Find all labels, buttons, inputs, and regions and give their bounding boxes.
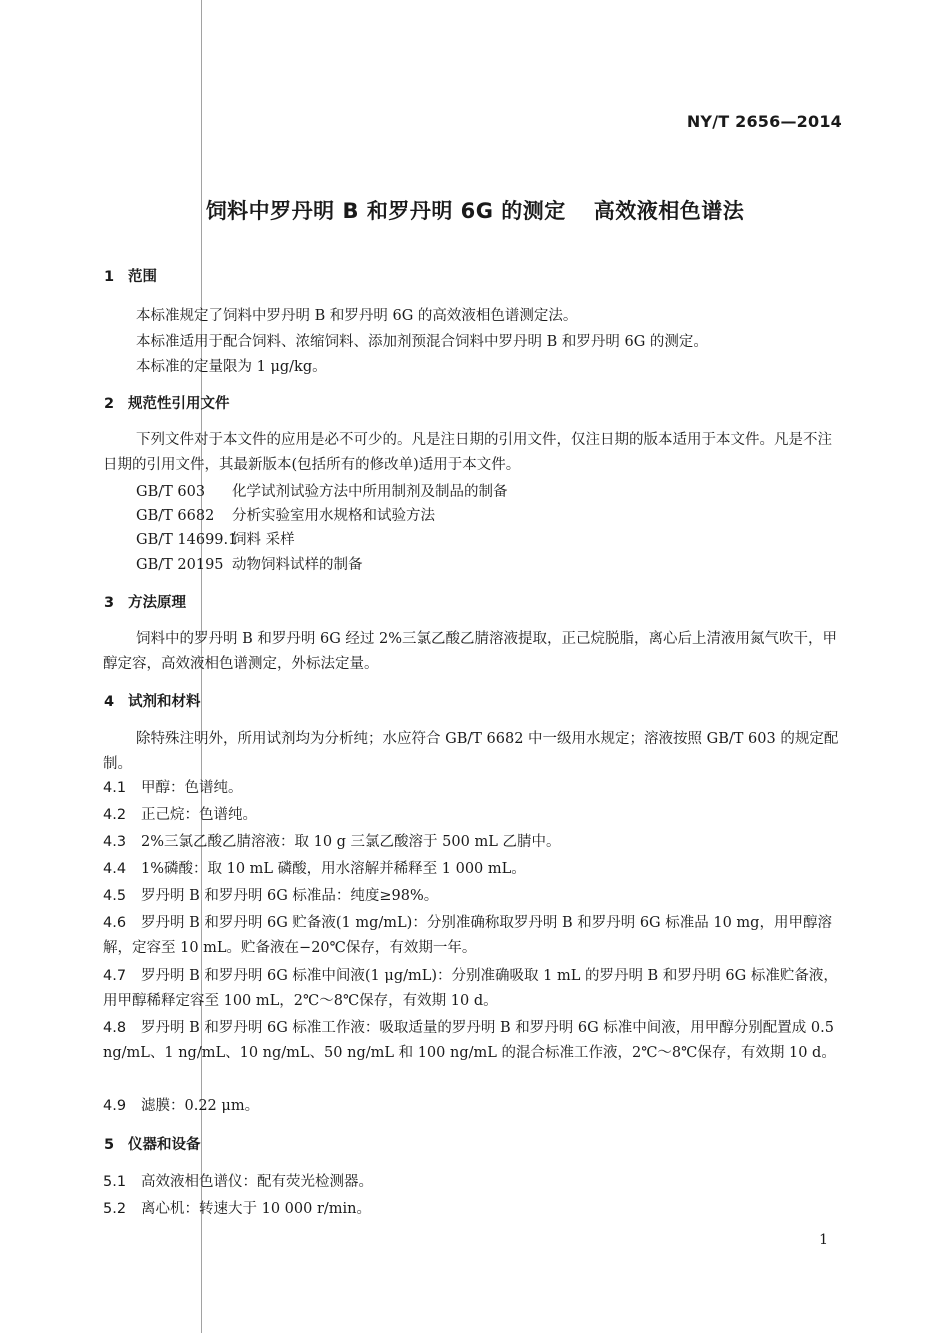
reagent-item [103,884,840,909]
reference-code: GB/T 6682 [136,508,215,524]
item-text: 1%磷酸：取 10 mL 磷酸，用水溶解并稀释至 1 000 mL。 [141,861,526,877]
document-title [0,195,950,225]
scope-para-1: 本标准规定了饲料中罗丹明 B 和罗丹明 6G 的高效液相色谱测定法。 [136,308,578,324]
reagent-item [103,964,840,1014]
reagent-item [103,911,840,961]
reference-item [136,480,508,501]
item-text: 罗丹明 B 和罗丹明 6G 标准工作液：吸取适量的罗丹明 B 和罗丹明 6G 标准中间液，用甲醇分别配置成 0.5 ng/mL、1 ng/mL、10 ng/mL、50 ng/mL 和 100 ng/mL 的混合标准工作液，2℃～8℃保存，有效期 10 d。 [103,1020,836,1061]
item-number: 4.9 [103,1098,127,1114]
title-sub: 高效液相色谱法 [593,199,745,223]
equipment-item [103,1170,840,1195]
item-text: 罗丹明 B 和罗丹明 6G 标准中间液(1 μg/mL)：分别准确吸取 1 mL 的罗丹明 B 和罗丹明 6G 标准贮备液，用甲醇稀释定容至 100 mL，2℃～8℃保存，有效期 10 d。 [103,968,838,1009]
item-text: 滤膜：0.22 μm。 [141,1098,260,1114]
reference-title: 分析实验室用水规格和试验方法 [232,508,435,524]
standard-number: NY/T 2656—2014 [686,112,842,131]
principle-text: 饲料中的罗丹明 B 和罗丹明 6G 经过 2%三氯乙酸乙腈溶液提取，正己烷脱脂，离心后上清液用氮气吹干，甲醇定容，高效液相色谱测定，外标法定量。 [103,631,838,672]
reference-code: GB/T 14699.1 [136,532,238,548]
page-number: 1 [819,1232,828,1248]
references-intro: 下列文件对于本文件的应用是必不可少的。凡是注日期的引用文件，仅注日期的版本适用于本文件。凡是不注日期的引用文件，其最新版本(包括所有的修改单)适用于本文件。 [103,432,832,473]
section-2-heading [104,392,230,413]
section-title: 方法原理 [128,595,186,611]
item-text: 罗丹明 B 和罗丹明 6G 标准品：纯度≥98%。 [141,888,439,904]
reference-code: GB/T 20195 [136,557,224,573]
reference-code: GB/T 603 [136,484,206,500]
reference-item [136,528,295,549]
reagent-item [103,830,840,855]
reference-title: 动物饲料试样的制备 [232,557,363,573]
item-number: 5.2 [103,1201,127,1217]
section-title: 试剂和材料 [128,694,201,710]
title-main: 饲料中罗丹明 B 和罗丹明 6G 的测定 [205,199,566,223]
item-number: 4.1 [103,780,127,796]
item-number: 5.1 [103,1174,127,1190]
item-number: 4.4 [103,861,127,877]
section-number: 5 [104,1137,115,1153]
section-number: 1 [104,269,115,285]
item-text: 罗丹明 B 和罗丹明 6G 贮备液(1 mg/mL)：分别准确称取罗丹明 B 和罗丹明 6G 标准品 10 mg，用甲醇溶解，定容至 10 mL。贮备液在−20℃保存，有效期一年。 [103,915,832,956]
section-3-heading [104,591,186,612]
item-text: 2%三氯乙酸乙腈溶液：取 10 g 三氯乙酸溶于 500 mL 乙腈中。 [141,834,561,850]
section-title: 规范性引用文件 [128,396,230,412]
item-text: 正己烷：色谱纯。 [141,807,257,823]
section-1-heading [104,265,157,286]
reference-title: 化学试剂试验方法中所用制剂及制品的制备 [232,484,508,500]
scope-para-2: 本标准适用于配合饲料、浓缩饲料、添加剂预混合饲料中罗丹明 B 和罗丹明 6G 的测定。 [136,334,708,350]
reagent-item [103,1094,840,1119]
reference-item [136,504,435,525]
reagent-item [103,776,840,801]
equipment-item [103,1197,840,1222]
reagent-item [103,803,840,828]
section-number: 3 [104,595,115,611]
section-number: 2 [104,396,115,412]
reagents-intro: 除特殊注明外，所用试剂均为分析纯；水应符合 GB/T 6682 中一级用水规定；溶液按照 GB/T 603 的规定配制。 [103,731,839,772]
item-number: 4.6 [103,915,127,931]
reagent-item [103,857,840,882]
section-title: 仪器和设备 [128,1137,201,1153]
item-number: 4.3 [103,834,127,850]
reagent-item [103,1016,840,1066]
item-number: 4.5 [103,888,127,904]
item-number: 4.2 [103,807,127,823]
scope-para-3: 本标准的定量限为 1 μg/kg。 [136,359,327,375]
section-number: 4 [104,694,115,710]
reference-item [136,553,363,574]
reference-title: 饲料 采样 [232,532,295,548]
item-number: 4.7 [103,968,127,984]
section-5-heading [104,1133,201,1154]
section-title: 范围 [128,269,157,285]
section-4-heading [104,690,201,711]
item-text: 离心机：转速大于 10 000 r/min。 [141,1201,371,1217]
item-text: 高效液相色谱仪：配有荧光检测器。 [141,1174,373,1190]
item-text: 甲醇：色谱纯。 [141,780,243,796]
item-number: 4.8 [103,1020,127,1036]
